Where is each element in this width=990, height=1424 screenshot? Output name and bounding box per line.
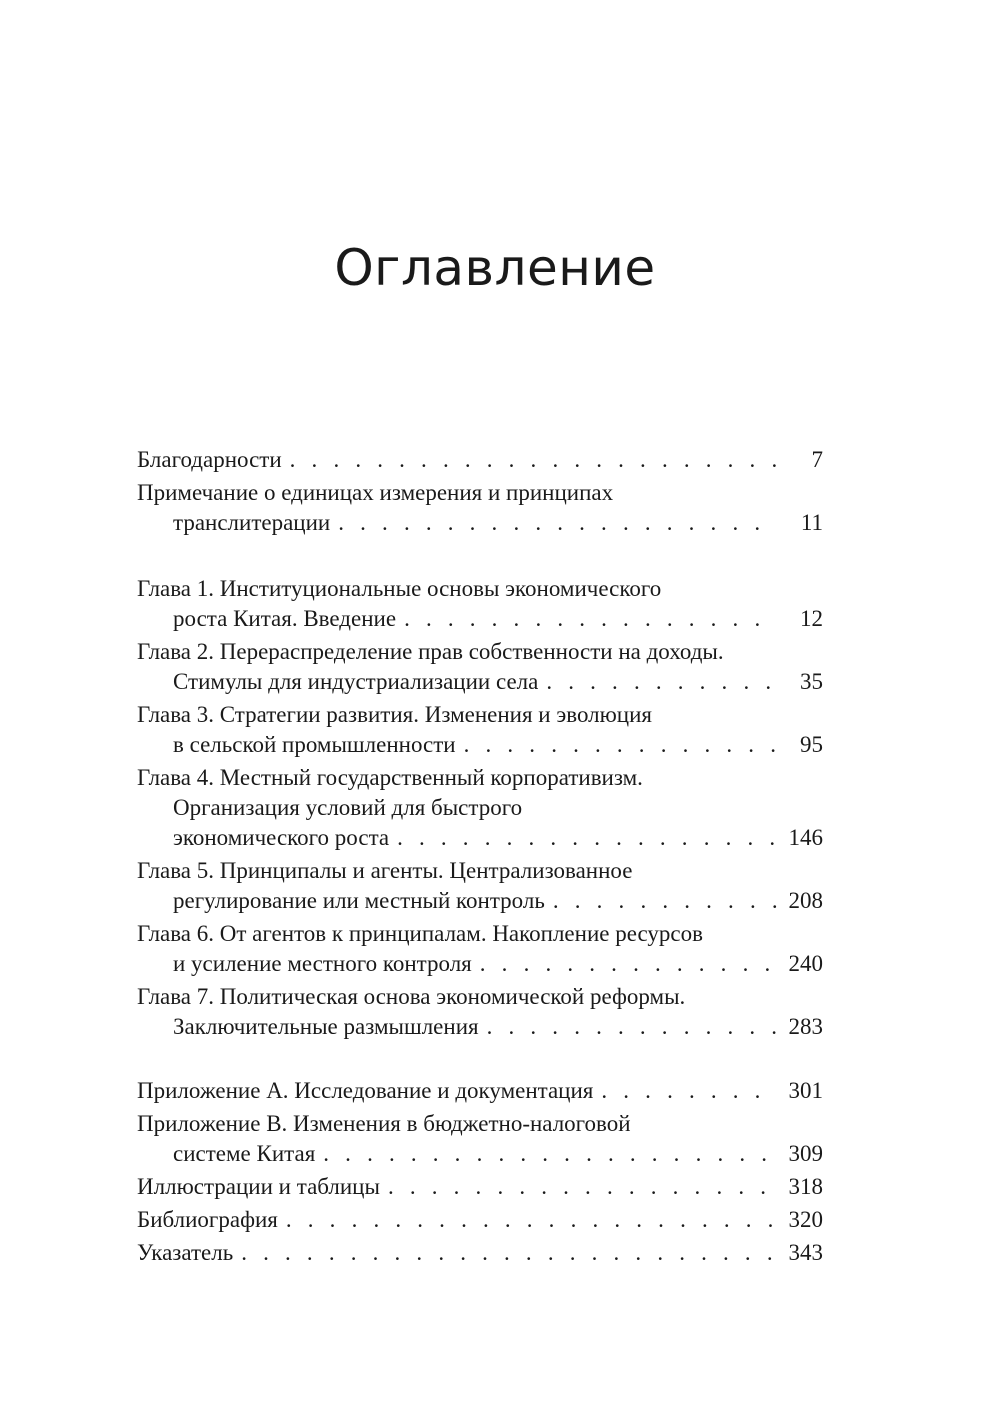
toc-entry-chapter-3[interactable]: [137, 700, 823, 760]
toc-entry-title: Приложение В. Изменения в бюджетно-налоговой: [137, 1111, 631, 1136]
toc-entry-appendix-b[interactable]: [137, 1109, 823, 1169]
toc-page-number: 7: [811, 447, 823, 472]
dot-leader: [290, 445, 777, 475]
toc-entry-title-continued: и усиление местного контроля: [173, 951, 472, 976]
toc-entry-title-continued: роста Китая. Введение: [173, 606, 397, 631]
toc-entry-title: Указатель: [137, 1240, 234, 1265]
toc-page-number: 95: [800, 732, 823, 757]
toc-entry-title: Глава 4. Местный государственный корпоративизм.: [137, 765, 643, 790]
toc-entry-chapter-1[interactable]: [137, 574, 823, 634]
toc-entry-title: Приложение А. Исследование и документация: [137, 1078, 594, 1103]
dot-leader: [464, 730, 777, 760]
table-of-contents: [137, 445, 823, 1268]
toc-entry-title-continued: Заключительные размышления: [173, 1014, 479, 1039]
toc-entry-title: Примечание о единицах измерения и принципах: [137, 480, 614, 505]
toc-entry-title-continued: регулирование или местный контроль: [173, 888, 545, 913]
toc-entry-title-continued: Стимулы для индустриализации села: [173, 669, 539, 694]
dot-leader: [323, 1139, 777, 1169]
toc-entry-title: Глава 5. Принципалы и агенты. Централизованное: [137, 858, 633, 883]
toc-entry-title: Иллюстрации и таблицы: [137, 1174, 380, 1199]
toc-page-number: 208: [788, 888, 823, 913]
dot-leader: [338, 508, 777, 538]
toc-page-number: 309: [788, 1141, 823, 1166]
toc-page-number: 318: [788, 1174, 823, 1199]
toc-entry-title-continued: системе Китая: [173, 1141, 316, 1166]
toc-entry-title: Глава 6. От агентов к принципалам. Накопление ресурсов: [137, 921, 703, 946]
toc-page-number: 146: [788, 825, 823, 850]
dot-leader: [397, 823, 777, 853]
toc-page-number: 320: [788, 1207, 823, 1232]
toc-entry-title-continued: Организация условий для быстрого: [173, 795, 523, 820]
toc-entry-chapter-6[interactable]: [137, 919, 823, 979]
toc-entry-title-continued: экономического роста: [173, 825, 390, 850]
toc-entry-title: Глава 2. Перераспределение прав собственности на доходы.: [137, 639, 724, 664]
toc-page-number: 240: [788, 951, 823, 976]
toc-page-number: 35: [800, 669, 823, 694]
toc-entry-acknowledgements[interactable]: [137, 445, 823, 475]
toc-entry-title: Благодарности: [137, 447, 282, 472]
toc-entry-illustrations[interactable]: [137, 1172, 823, 1202]
dot-leader: [487, 1012, 777, 1042]
toc-page-number: 11: [800, 510, 823, 535]
toc-entry-index[interactable]: [137, 1238, 823, 1268]
toc-page-number: 12: [800, 606, 823, 631]
dot-leader: [601, 1076, 777, 1106]
toc-entry-bibliography[interactable]: [137, 1205, 823, 1235]
toc-entry-chapter-4[interactable]: [137, 763, 823, 853]
toc-entry-appendix-a[interactable]: [137, 1076, 823, 1106]
toc-page-number: 343: [788, 1240, 823, 1265]
toc-entry-title: Библиография: [137, 1207, 278, 1232]
dot-leader: [404, 604, 777, 634]
dot-leader: [546, 667, 777, 697]
toc-entry-note-on-units[interactable]: [137, 478, 823, 538]
page-title: Оглавление: [334, 238, 656, 297]
toc-entry-title: Глава 7. Политическая основа экономической реформы.: [137, 984, 686, 1009]
toc-entry-chapter-2[interactable]: [137, 637, 823, 697]
dot-leader: [286, 1205, 777, 1235]
dot-leader: [553, 886, 777, 916]
dot-leader: [388, 1172, 777, 1202]
dot-leader: [480, 949, 777, 979]
toc-page-number: 301: [788, 1078, 823, 1103]
toc-entry-title-continued: транслитерации: [173, 510, 331, 535]
toc-page-number: 283: [788, 1014, 823, 1039]
toc-entry-title-continued: в сельской промышленности: [173, 732, 456, 757]
toc-entry-chapter-7[interactable]: [137, 982, 823, 1042]
toc-entry-chapter-5[interactable]: [137, 856, 823, 916]
dot-leader: [241, 1238, 777, 1268]
toc-entry-title: Глава 3. Стратегии развития. Изменения и эволюция: [137, 702, 652, 727]
toc-entry-title: Глава 1. Институциональные основы экономического: [137, 576, 662, 601]
